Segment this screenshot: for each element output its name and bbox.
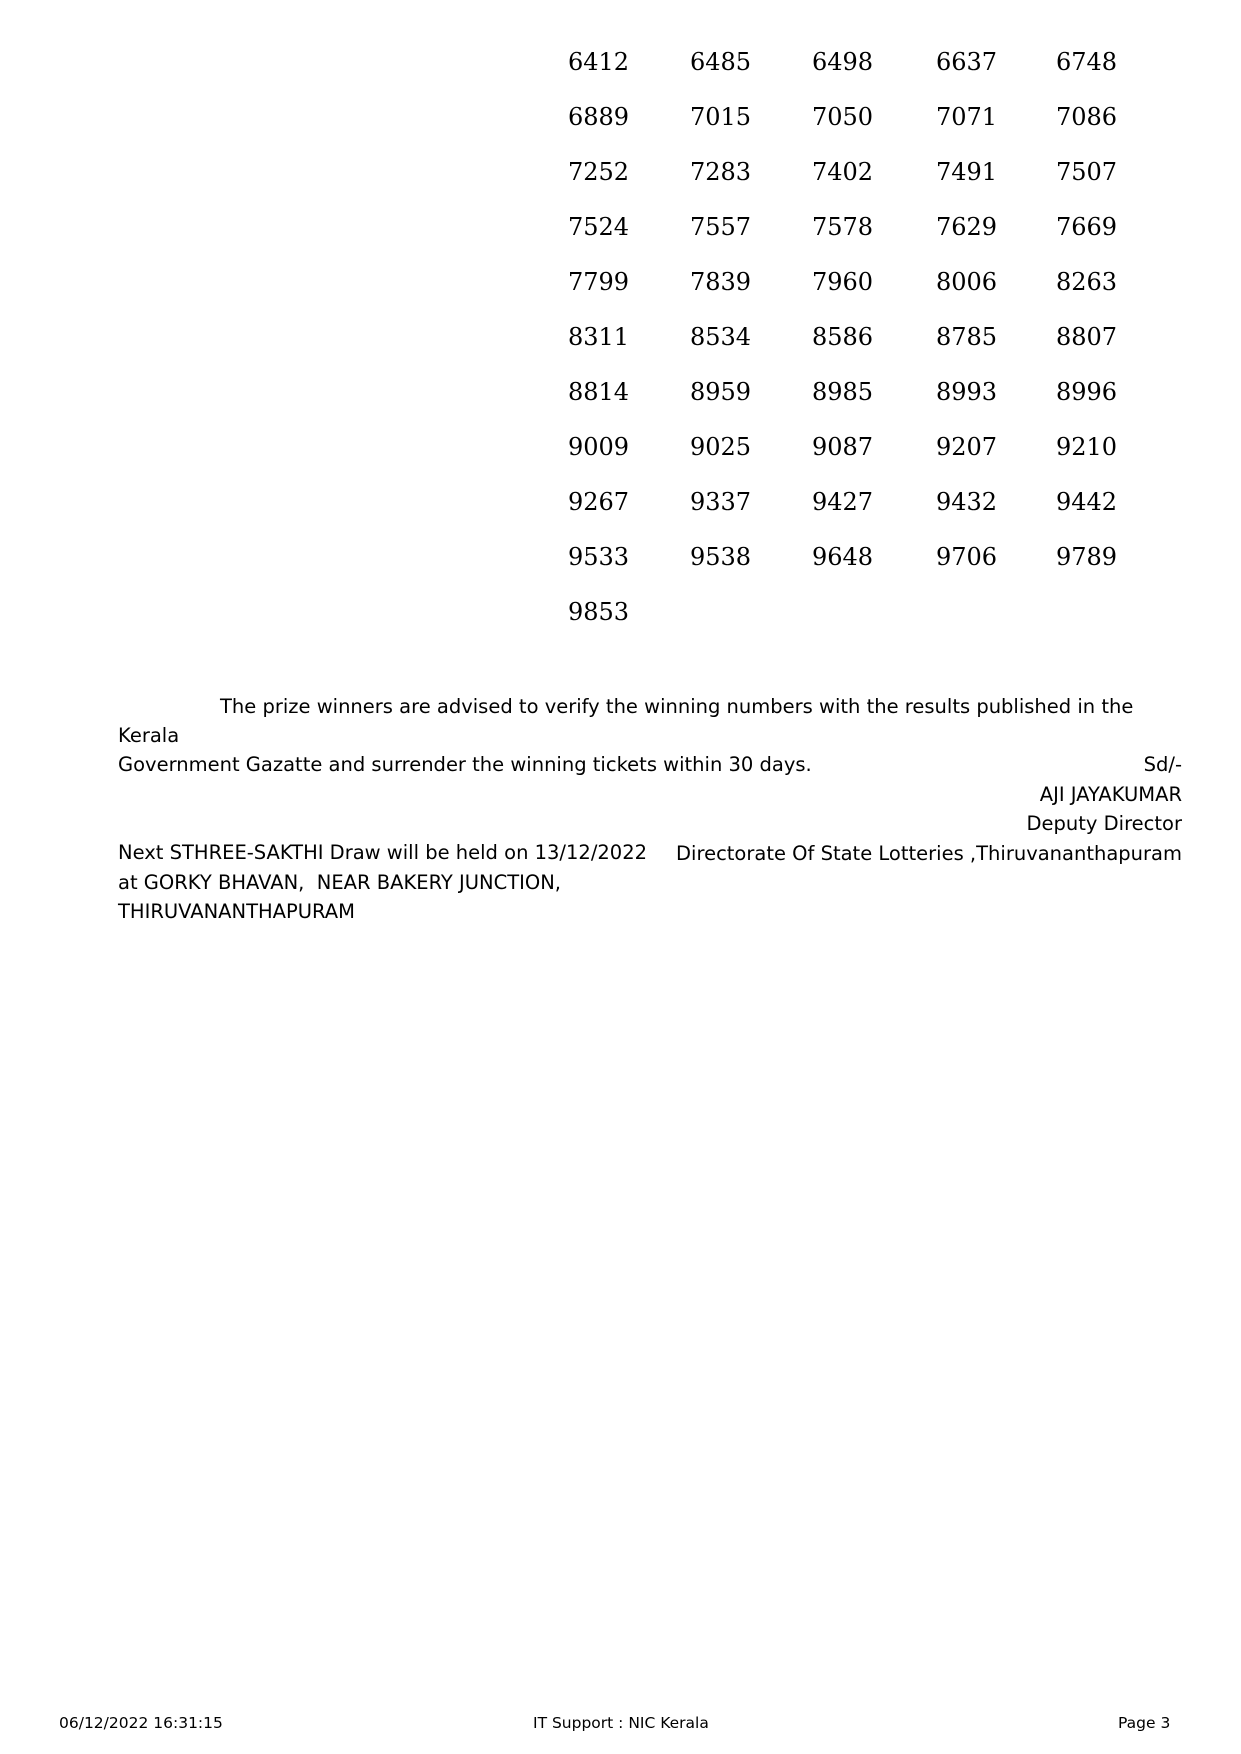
- winning-number: 9267: [568, 488, 630, 516]
- winning-number: 9087: [812, 433, 874, 461]
- winning-number: 7669: [1056, 213, 1118, 241]
- winning-number: 7799: [568, 268, 630, 296]
- winning-number: 6498: [812, 48, 874, 76]
- winning-number: 7071: [936, 103, 998, 131]
- next-draw-line-2: at GORKY BHAVAN, NEAR BAKERY JUNCTION,: [118, 870, 562, 894]
- footer-it-support: IT Support : NIC Kerala: [533, 1714, 709, 1732]
- next-draw-notice: [118, 838, 718, 927]
- winning-number: 9025: [690, 433, 752, 461]
- winning-number: 7283: [690, 158, 752, 186]
- winning-number: 9207: [936, 433, 998, 461]
- winning-number: 7491: [936, 158, 998, 186]
- winning-number: 6485: [690, 48, 752, 76]
- footer-page-number: Page 3: [1118, 1714, 1171, 1732]
- winning-number: 8996: [1056, 378, 1118, 406]
- signatory-office: Directorate Of State Lotteries ,Thiruvananthapuram: [676, 841, 1182, 865]
- winning-number: 7629: [936, 213, 998, 241]
- winning-number: 8807: [1056, 323, 1118, 351]
- winning-number: 7050: [812, 103, 874, 131]
- winning-number: 7578: [812, 213, 874, 241]
- winning-number: 7960: [812, 268, 874, 296]
- winning-number: 7252: [568, 158, 630, 186]
- winning-number: 9442: [1056, 488, 1118, 516]
- winning-number: 8534: [690, 323, 752, 351]
- advice-line-2: Government Gazatte and surrender the winning tickets within 30 days.: [118, 753, 812, 776]
- next-draw-line-1: Next STHREE-SAKTHI Draw will be held on 13/12/2022: [118, 841, 648, 864]
- winning-number: 7557: [690, 213, 752, 241]
- winning-number: 7839: [690, 268, 752, 296]
- winning-number: 8263: [1056, 268, 1118, 296]
- winning-number: 9210: [1056, 433, 1118, 461]
- winning-number: 9706: [936, 543, 998, 571]
- footer-timestamp: 06/12/2022 16:31:15: [59, 1714, 223, 1732]
- winning-number: 9789: [1056, 543, 1118, 571]
- winning-number: 7507: [1056, 158, 1118, 186]
- winning-number: 8311: [568, 323, 630, 351]
- winning-numbers-grid: [560, 40, 1120, 645]
- winning-number: 6412: [568, 48, 630, 76]
- winning-number: 8959: [690, 378, 752, 406]
- winning-number: 6748: [1056, 48, 1118, 76]
- signatory-name: AJI JAYAKUMAR: [1039, 782, 1182, 806]
- winning-number: 8785: [936, 323, 998, 351]
- winning-number: 9337: [690, 488, 752, 516]
- winning-number: 9427: [812, 488, 874, 516]
- winning-number: 9009: [568, 433, 630, 461]
- signatory-designation: Deputy Director: [1026, 812, 1182, 835]
- winning-number: 7015: [690, 103, 752, 131]
- winning-number: 8814: [568, 378, 630, 406]
- winning-number: 9538: [690, 543, 752, 571]
- winning-number: 9648: [812, 543, 874, 571]
- winning-number: 6889: [568, 103, 630, 131]
- winning-number: 9432: [936, 488, 998, 516]
- winning-number: 8586: [812, 323, 874, 351]
- winning-number: 7524: [568, 213, 630, 241]
- winning-number: 9853: [568, 598, 630, 626]
- winning-number: 8993: [936, 378, 998, 406]
- winning-number: 7402: [812, 158, 874, 186]
- winning-number: 8985: [812, 378, 874, 406]
- advice-line-1: The prize winners are advised to verify the winning numbers with the results published in the Kerala: [118, 695, 1134, 747]
- next-draw-line-3: THIRUVANANTHAPURAM: [118, 900, 355, 923]
- signature-sd: Sd/-: [1143, 753, 1182, 776]
- winning-number: 7086: [1056, 103, 1118, 131]
- winning-number: 6637: [936, 48, 998, 76]
- winning-number: 9533: [568, 543, 630, 571]
- winning-number: 8006: [936, 268, 998, 296]
